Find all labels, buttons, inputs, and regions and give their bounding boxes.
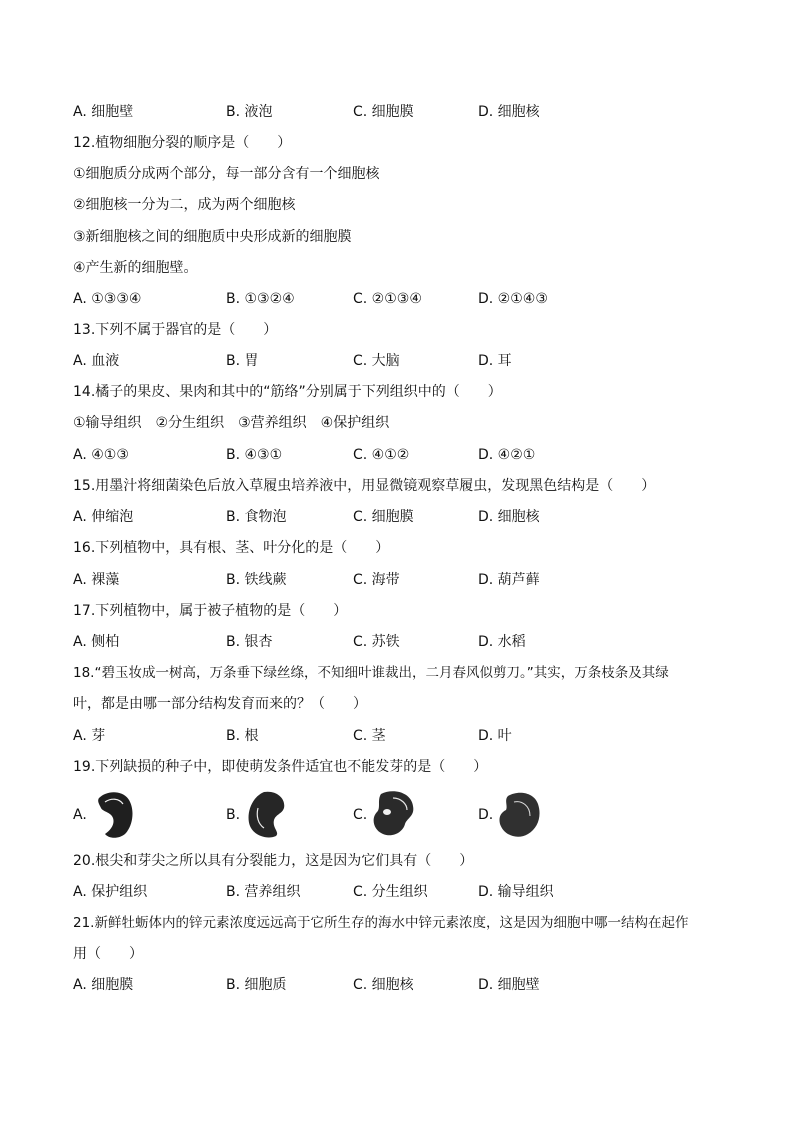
q17-stem: 17.下列植物中，属于被子植物的是（ ） <box>73 603 348 619</box>
option-d[interactable]: D. 葫芦藓 <box>478 572 540 588</box>
q12-item-1: ①细胞质分成两个部分，每一部分含有一个细胞核 <box>73 166 380 182</box>
q13-stem: 13.下列不属于器官的是（ ） <box>73 322 278 338</box>
q21-stem-line-2: 用（ ） <box>73 946 143 962</box>
option-b[interactable]: B. 铁线蕨 <box>226 572 287 588</box>
option-c[interactable]: C. ④①② <box>353 447 410 463</box>
option-b[interactable]: B. 银杏 <box>226 634 273 650</box>
option-a[interactable]: A. 细胞壁 <box>73 104 134 120</box>
option-b[interactable]: B. 胃 <box>226 353 259 369</box>
option-c-label: C. <box>353 807 368 823</box>
q12-stem: 12.植物细胞分裂的顺序是（ ） <box>73 135 292 151</box>
option-b[interactable]: B. ④③① <box>226 447 283 463</box>
option-d[interactable]: D. ②①④③ <box>478 291 548 307</box>
option-d-label: D. <box>478 807 494 823</box>
option-d[interactable]: D. 叶 <box>478 728 512 744</box>
q12-item-4: ④产生新的细胞壁。 <box>73 260 198 276</box>
q12-item-3: ③新细胞核之间的细胞质中央形成新的细胞膜 <box>73 229 352 245</box>
q12-item-2: ②细胞核一分为二，成为两个细胞核 <box>73 197 296 213</box>
option-d[interactable]: D. 细胞核 <box>478 509 540 525</box>
option-c[interactable]: C. 海带 <box>353 572 400 588</box>
q15-stem: 15.用墨汁将细菌染色后放入草履虫培养液中，用显微镜观察草履虫，发现黑色结构是（ ） <box>73 478 656 494</box>
option-c[interactable]: C. 细胞核 <box>353 977 414 993</box>
q14-items: ①输导组织 ②分生组织 ③营养组织 ④保护组织 <box>73 415 390 431</box>
option-c[interactable]: C. ②①③④ <box>353 291 422 307</box>
option-d[interactable]: D. ④②① <box>478 447 536 463</box>
q21-stem-line-1: 21.新鲜牡蛎体内的锌元素浓度远远高于它所生存的海水中锌元素浓度，这是因为细胞中哪一结构在起作 <box>73 915 689 931</box>
q16-stem: 16.下列植物中，具有根、茎、叶分化的是（ ） <box>73 540 390 556</box>
option-a[interactable]: A. 保护组织 <box>73 884 148 900</box>
option-d[interactable]: D. 细胞核 <box>478 104 540 120</box>
option-d[interactable]: D. 输导组织 <box>478 884 554 900</box>
option-a[interactable]: A. 侧柏 <box>73 634 120 650</box>
option-a[interactable]: A. 细胞膜 <box>73 977 134 993</box>
option-c[interactable]: C. 细胞膜 <box>353 509 414 525</box>
q19-stem: 19.下列缺损的种子中，即使萌发条件适宜也不能发芽的是（ ） <box>73 759 488 775</box>
option-d[interactable]: D. 水稻 <box>478 634 526 650</box>
q14-stem: 14.橘子的果皮、果肉和其中的“筋络”分别属于下列组织中的（ ） <box>73 384 502 400</box>
option-b[interactable]: B. ①③②④ <box>226 291 295 307</box>
option-a[interactable]: A. 芽 <box>73 728 106 744</box>
option-a[interactable]: A. ④①③ <box>73 447 129 463</box>
option-b[interactable]: B. 液泡 <box>226 104 273 120</box>
option-c[interactable]: C. 大脑 <box>353 353 400 369</box>
option-c[interactable]: C. 茎 <box>353 728 386 744</box>
option-b-label: B. <box>226 807 241 823</box>
option-b[interactable]: B. 食物泡 <box>226 509 287 525</box>
option-a[interactable]: A. 伸缩泡 <box>73 509 134 525</box>
option-c[interactable]: C. 苏铁 <box>353 634 400 650</box>
option-a[interactable]: A. ①③③④ <box>73 291 142 307</box>
option-b[interactable]: B. 细胞质 <box>226 977 287 993</box>
option-a[interactable]: A. 裸藻 <box>73 572 120 588</box>
q19-options <box>73 788 593 842</box>
option-c[interactable]: C. 细胞膜 <box>353 104 414 120</box>
seed-complete-bean-image <box>369 788 419 840</box>
option-c[interactable]: C. 分生组织 <box>353 884 428 900</box>
option-d[interactable]: D. 细胞壁 <box>478 977 540 993</box>
seed-missing-edge-image <box>494 788 544 840</box>
seed-missing-embryo-image <box>89 788 137 840</box>
option-a[interactable]: A. 血液 <box>73 353 120 369</box>
seed-missing-cotyledon-part-image <box>242 788 290 840</box>
option-b[interactable]: B. 营养组织 <box>226 884 301 900</box>
q18-stem-line-2: 叶，都是由哪一部分结构发育而来的？（ ） <box>73 696 367 712</box>
option-a-label: A. <box>73 807 87 823</box>
q20-stem: 20.根尖和芽尖之所以具有分裂能力，这是因为它们具有（ ） <box>73 853 474 869</box>
q18-stem-line-1: 18.“碧玉妆成一树高，万条垂下绿丝绦，不知细叶谁裁出，二月春风似剪刀。”其实，万条枝条及其绿 <box>73 665 669 681</box>
option-b[interactable]: B. 根 <box>226 728 259 744</box>
option-d[interactable]: D. 耳 <box>478 353 512 369</box>
